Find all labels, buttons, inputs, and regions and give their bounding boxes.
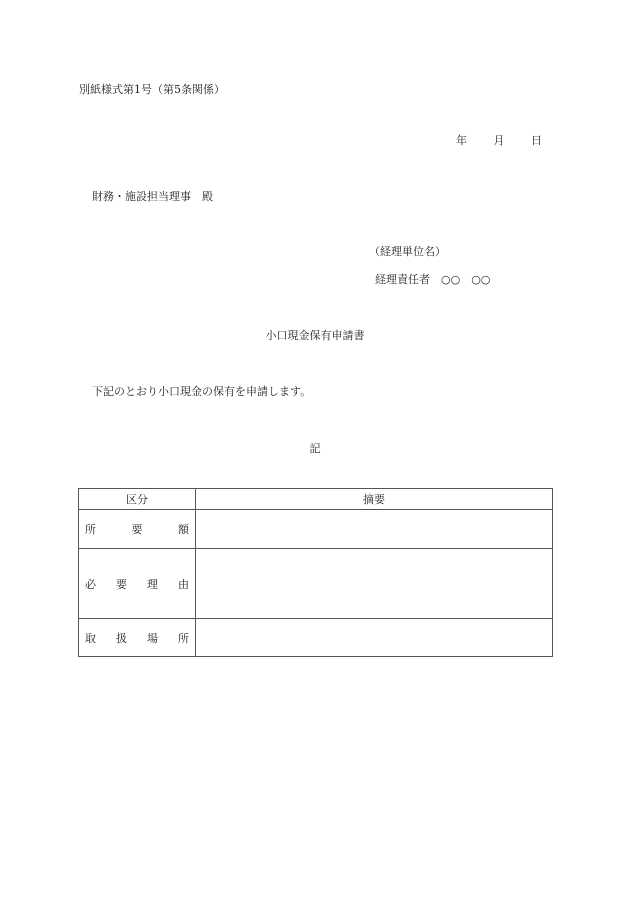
form-number-label: 別紙様式第1号（第5条関係） xyxy=(79,83,225,96)
header-summary: 摘要 xyxy=(196,489,553,510)
reason-label: 必 要 理 由 xyxy=(79,549,196,619)
handling-location-value xyxy=(196,619,553,657)
handling-location-label: 取 扱 場 所 xyxy=(79,619,196,657)
request-statement: 下記のとおり小口現金の保有を申請します。 xyxy=(92,385,312,398)
accounting-officer: 経理責任者 ○○ ○○ xyxy=(375,273,491,286)
document-title: 小口現金保有申請書 xyxy=(265,329,365,342)
table-row xyxy=(79,510,553,549)
accounting-unit-name: （経理単位名） xyxy=(369,245,446,258)
table-header-row xyxy=(79,489,553,510)
reason-value xyxy=(196,549,553,619)
addressee: 財務・施設担当理事 殿 xyxy=(92,190,213,203)
date-month-label: 月 xyxy=(493,134,505,147)
header-category: 区分 xyxy=(79,489,196,510)
table-row xyxy=(79,619,553,657)
date-line xyxy=(456,132,542,148)
required-amount-value xyxy=(196,510,553,549)
ki-heading: 記 xyxy=(309,442,321,455)
request-table xyxy=(78,488,553,657)
date-day-label: 日 xyxy=(531,134,542,147)
table-row xyxy=(79,549,553,619)
required-amount-label: 所 要 額 xyxy=(79,510,196,549)
date-year-label: 年 xyxy=(456,134,467,147)
